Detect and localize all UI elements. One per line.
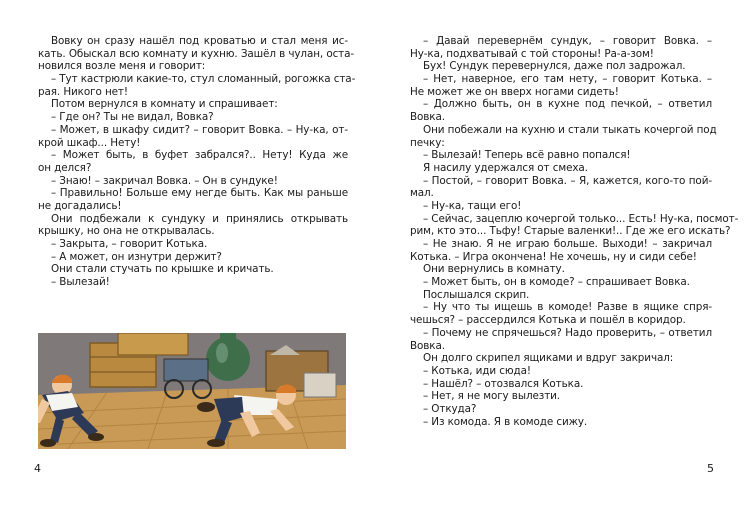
text-line: – Должно быть, он в кухне под печкой, – ответил <box>423 98 712 111</box>
text-line: не догадались! <box>38 199 122 212</box>
text-line: – Ну-ка, тащи его! <box>423 199 522 212</box>
text-line: крой шкаф... Нету! <box>38 136 141 149</box>
text-line: – Вылезай! Теперь всё равно попался! <box>423 149 631 162</box>
text-line: – Сейчас, зацеплю кочергой только... Есть! Ну-ка, посмот- <box>423 212 739 225</box>
text-line: – Где он? Ты не видал, Вовка? <box>51 111 214 124</box>
text-line: Вовка. <box>410 339 445 352</box>
text-line: рая. Никого нет! <box>38 85 128 98</box>
text-line: рим, кто это... Тьфу! Старые валенки!.. Где же его искать? <box>410 225 731 238</box>
text-line: – Давай перевернём сундук, – говорит Вовка. – <box>423 35 712 47</box>
text-line: печку: <box>410 136 445 149</box>
text-line: – Нашёл? – отозвался Котька. <box>423 377 584 390</box>
text-line: Вовка. <box>410 111 445 124</box>
text-line: – Откуда? <box>423 402 477 415</box>
text-line: Послышался скрип. <box>423 288 530 301</box>
illustration-drawing <box>38 333 346 449</box>
illus-cart <box>164 359 208 381</box>
text-line: Котька. – Игра окончена! Не хочешь, ну и сиди себе! <box>410 250 697 263</box>
left-page-text <box>38 35 356 289</box>
text-line: – Закрыта, – говорит Котька. <box>51 238 208 250</box>
text-line: Бух! Сундук перевернулся, даже пол задрожал. <box>423 60 686 73</box>
page-number-left: 4 <box>34 462 41 475</box>
text-line: мал. <box>410 187 434 200</box>
text-line: – Из комода. Я в комоде сижу. <box>423 415 588 428</box>
text-line: – Вылезай! <box>51 276 110 289</box>
text-line: Они побежали на кухню и стали тыкать кочергой под <box>423 123 717 136</box>
right-page-text <box>410 35 739 428</box>
text-line: чешься? – рассердился Котька и пошёл в коридор. <box>410 314 686 327</box>
text-line: Они вернулись в комнату. <box>423 263 565 276</box>
text-line: – Может быть, он в комоде? – спрашивает Вовка. <box>423 276 690 289</box>
text-line: Ну-ка, подхватывай с той стороны! Ра-а-зом! <box>410 47 654 60</box>
text-line: Не может же он вверх ногами сидеть! <box>410 85 619 98</box>
text-line: Он долго скрипел ящиками и вдруг закричал: <box>423 352 674 365</box>
text-line: – Почему не спрячешься? Надо проверить, – ответил <box>423 326 712 339</box>
text-line: Они подбежали к сундуку и принялись открывать <box>51 212 348 225</box>
illus-jar <box>206 337 250 381</box>
text-line: – Нет, наверное, его там нету, – говорит Котька. – <box>423 73 712 86</box>
text-line: – Ну что ты ищешь в комоде! Разве в ящике спря- <box>423 301 712 314</box>
text-line: кать. Обыскал всю комнату и кухню. Зашёл в чулан, оста- <box>38 47 355 60</box>
text-line: – Знаю! – закричал Вовка. – Он в сундуке! <box>51 174 278 187</box>
text-line: Они стали стучать по крышке и кричать. <box>51 263 274 276</box>
text-line: – Тут кастрюли какие-то, стул сломанный, рогожка ста- <box>51 73 356 86</box>
text-line: – Может, в шкафу сидит? – говорит Вовка. – Ну-ка, от- <box>51 123 348 136</box>
text-line: Потом вернулся в комнату и спрашивает: <box>51 98 278 111</box>
text-line: – Может быть, в буфет забрался?.. Нету! Куда же <box>51 149 348 162</box>
text-line: – Нет, я не могу вылезти. <box>423 390 561 403</box>
text-line: Я насилу удержался от смеха. <box>423 161 588 174</box>
text-line: он делся? <box>38 161 92 174</box>
text-line: – Постой, – говорит Вовка. – Я, кажется, кого-то пой- <box>423 174 712 187</box>
text-line: – Не знаю. Я не играю больше. Выходи! – закричал <box>423 238 712 250</box>
page-number-right: 5 <box>707 462 714 475</box>
text-line: крышку, но она не открывалась. <box>38 225 215 238</box>
text-line: новился возле меня и говорит: <box>38 60 206 73</box>
text-line: Вовку он сразу нашёл под кроватью и стал меня ис- <box>51 35 348 47</box>
text-line: – Котька, иди сюда! <box>423 364 531 377</box>
text-line: – А может, он изнутри держит? <box>51 250 222 263</box>
text-line: – Правильно! Больше ему негде быть. Как мы раньше <box>51 187 348 200</box>
illustration-boys-crawling <box>38 333 346 449</box>
right-page <box>375 0 750 531</box>
